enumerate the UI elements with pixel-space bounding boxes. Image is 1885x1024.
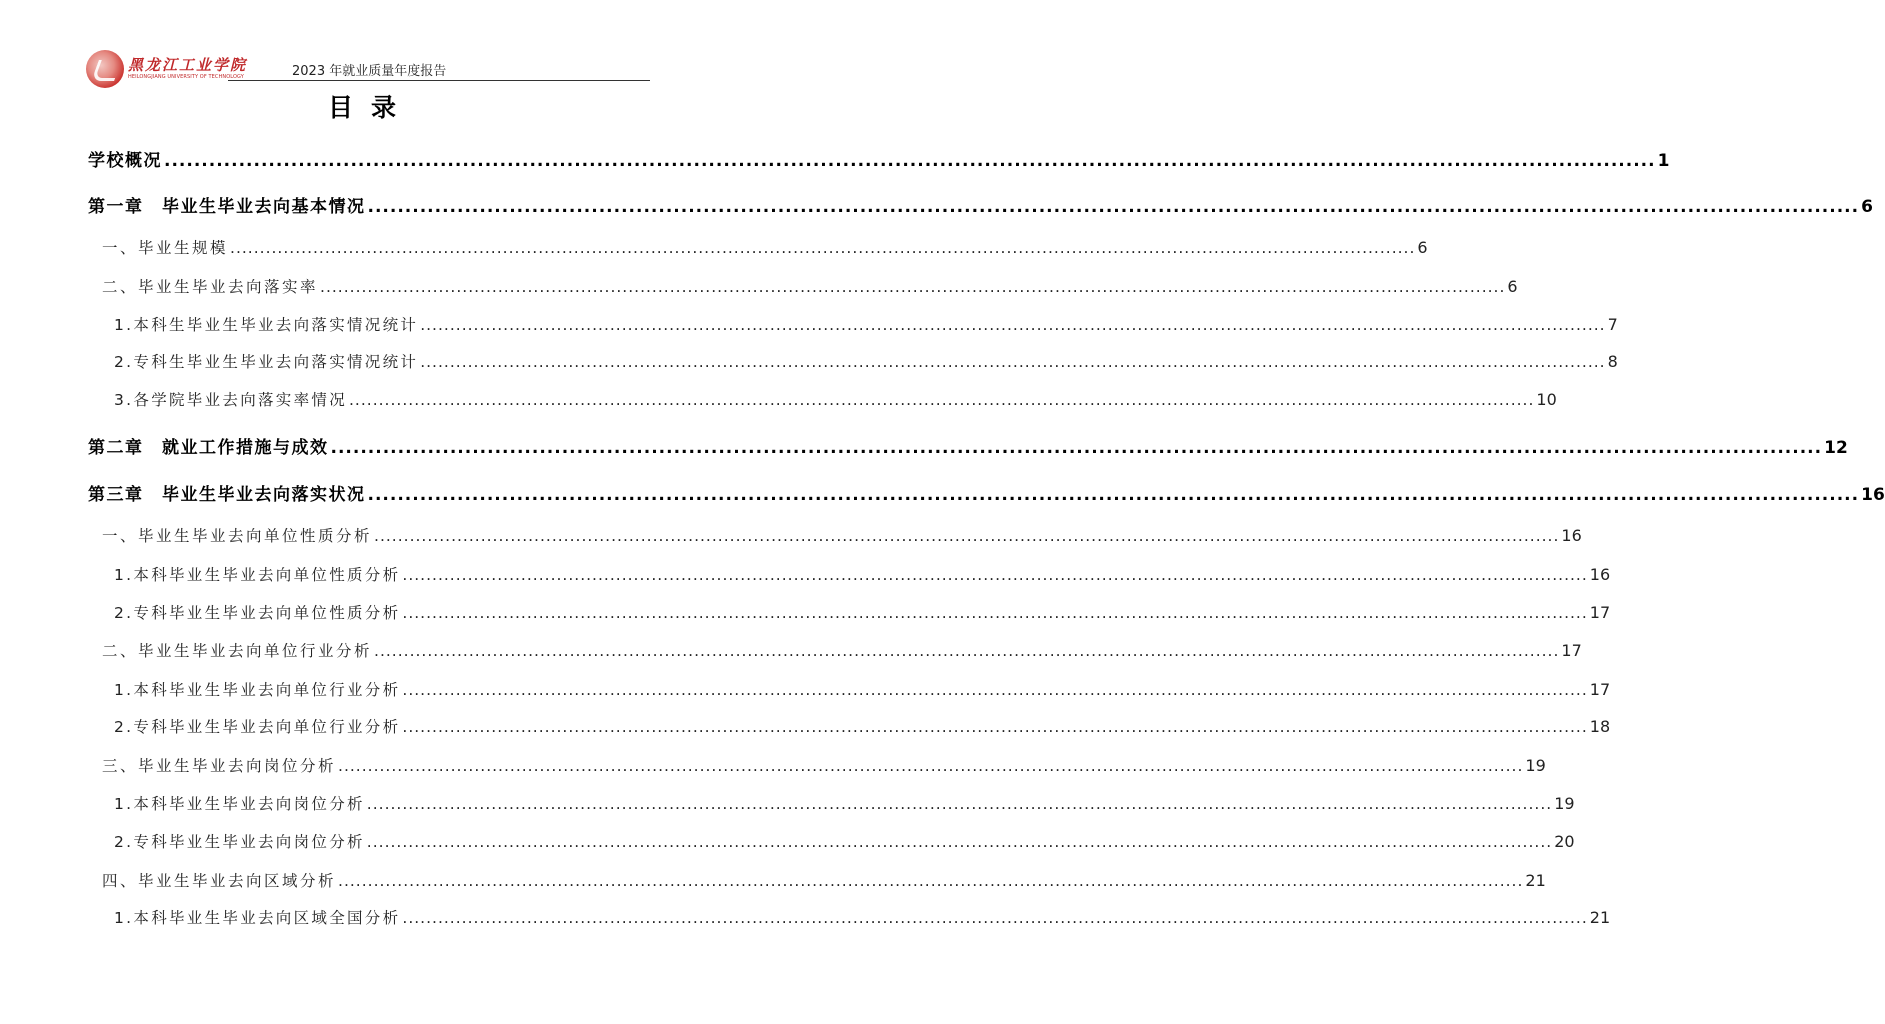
toc-entry-page: 12: [1824, 438, 1848, 458]
toc-entry-title: 2.专科毕业生毕业去向单位性质分析: [114, 604, 401, 622]
toc-entry-title: 1.本科毕业生毕业去向岗位分析: [114, 795, 365, 813]
toc-entry-title: 2.专科毕业生毕业去向岗位分析: [114, 833, 365, 851]
toc-leader-dots: [402, 909, 1587, 927]
toc-entry-page: 18: [1589, 717, 1611, 736]
toc-entry-page: 6: [1861, 197, 1873, 217]
toc-leader-dots: [349, 391, 1534, 409]
toc-leader-dots: [368, 485, 1860, 505]
toc-leader-dots: [164, 151, 1656, 171]
toc-leader-dots: [367, 833, 1552, 851]
logo-subtitle: HEILONGJIANG UNIVERSITY OF TECHNOLOGY: [128, 74, 244, 80]
toc-entry-page: 19: [1554, 794, 1575, 813]
toc-leader-dots: [331, 438, 1823, 458]
toc-leader-dots: [368, 197, 1860, 217]
toc-entry-page: 8: [1607, 352, 1618, 371]
toc-entry-title: 2.专科生毕业生毕业去向落实情况统计: [114, 353, 419, 371]
toc-entry-page: 16: [1561, 526, 1582, 545]
toc-heading: 目录: [327, 93, 414, 122]
toc-leader-dots: [320, 278, 1505, 296]
toc-entry-title: 学校概况: [88, 151, 162, 171]
page-header: [0, 0, 724, 100]
toc-entry-page: 10: [1536, 390, 1557, 409]
toc-entry-title: 2.专科毕业生毕业去向单位行业分析: [114, 718, 401, 736]
toc-entry[interactable]: [114, 830, 1575, 856]
logo-emblem-icon: [86, 50, 124, 88]
toc-entry-page: 16: [1589, 565, 1611, 584]
toc-entry-title: 第三章 毕业生毕业去向落实状况: [88, 485, 366, 505]
toc-entry-title: 1.本科毕业生毕业去向单位行业分析: [114, 681, 401, 699]
toc-leader-dots: [338, 757, 1523, 775]
toc-entry-title: 一、毕业生毕业去向单位性质分析: [102, 527, 373, 545]
toc-entry-page: 19: [1525, 756, 1546, 775]
toc-entry-title: 第二章 就业工作措施与成效: [88, 438, 329, 458]
toc-entry-page: 21: [1589, 908, 1611, 927]
toc-entry[interactable]: [88, 433, 1848, 459]
toc-entry-page: 17: [1589, 603, 1611, 622]
toc-entry-title: 四、毕业生毕业去向区域分析: [102, 872, 337, 890]
toc-entry-title: 三、毕业生毕业去向岗位分析: [102, 757, 337, 775]
toc-entry-page: 20: [1554, 832, 1575, 851]
toc-entry-title: 第一章 毕业生毕业去向基本情况: [88, 197, 366, 217]
toc-leader-dots: [338, 872, 1523, 890]
toc-entry-page: 6: [1417, 238, 1428, 257]
toc-entry[interactable]: [102, 869, 1546, 895]
toc-entry-page: 17: [1589, 680, 1611, 699]
toc-entry-title: 1.本科毕业生毕业去向单位性质分析: [114, 566, 401, 584]
toc-leader-dots: [420, 316, 1605, 334]
toc-entry[interactable]: [114, 906, 1611, 932]
toc-entry-title: 二、毕业生毕业去向单位行业分析: [102, 642, 373, 660]
header-divider: [228, 80, 650, 81]
university-logo: [86, 50, 248, 90]
toc-leader-dots: [402, 604, 1587, 622]
toc-entry[interactable]: [88, 192, 1873, 218]
toc-entry[interactable]: [114, 313, 1618, 339]
toc-entry[interactable]: [88, 146, 1670, 172]
toc-entry-page: 21: [1525, 871, 1546, 890]
toc-entry-page: 16: [1861, 485, 1885, 505]
toc-entry[interactable]: [102, 524, 1582, 550]
toc-leader-dots: [402, 718, 1587, 736]
toc-entry[interactable]: [114, 601, 1611, 627]
toc-entry[interactable]: [114, 388, 1557, 414]
toc-leader-dots: [367, 795, 1552, 813]
logo-name: 黑龙江工业学院: [128, 56, 248, 74]
report-title: 2023 年就业质量年度报告: [292, 64, 447, 79]
toc-entry-title: 二、毕业生毕业去向落实率: [102, 278, 319, 296]
toc-entry-title: 1.本科生毕业生毕业去向落实情况统计: [114, 316, 419, 334]
toc-leader-dots: [230, 239, 1415, 257]
toc-leader-dots: [420, 353, 1605, 371]
toc-entry[interactable]: [114, 715, 1611, 741]
toc-leader-dots: [374, 642, 1559, 660]
toc-leader-dots: [402, 566, 1587, 584]
toc-entry-title: 3.各学院毕业去向落实率情况: [114, 391, 347, 409]
toc-entry[interactable]: [114, 350, 1618, 376]
toc-entry[interactable]: [102, 639, 1582, 665]
toc-entry[interactable]: [114, 678, 1611, 704]
toc-entry-page: 1: [1657, 151, 1670, 171]
toc-entry[interactable]: [114, 792, 1575, 818]
toc-entry[interactable]: [102, 275, 1518, 301]
toc-entry[interactable]: [88, 480, 1885, 506]
toc-entry-page: 17: [1561, 641, 1582, 660]
toc-entry[interactable]: [114, 563, 1611, 589]
toc-entry-title: 1.本科毕业生毕业去向区域全国分析: [114, 909, 401, 927]
toc-entry[interactable]: [102, 754, 1546, 780]
toc-entry-page: 7: [1607, 315, 1618, 334]
toc-entry-page: 6: [1507, 277, 1518, 296]
toc-leader-dots: [374, 527, 1559, 545]
toc-entry-title: 一、毕业生规模: [102, 239, 229, 257]
toc-entry[interactable]: [102, 236, 1428, 262]
toc-leader-dots: [402, 681, 1587, 699]
